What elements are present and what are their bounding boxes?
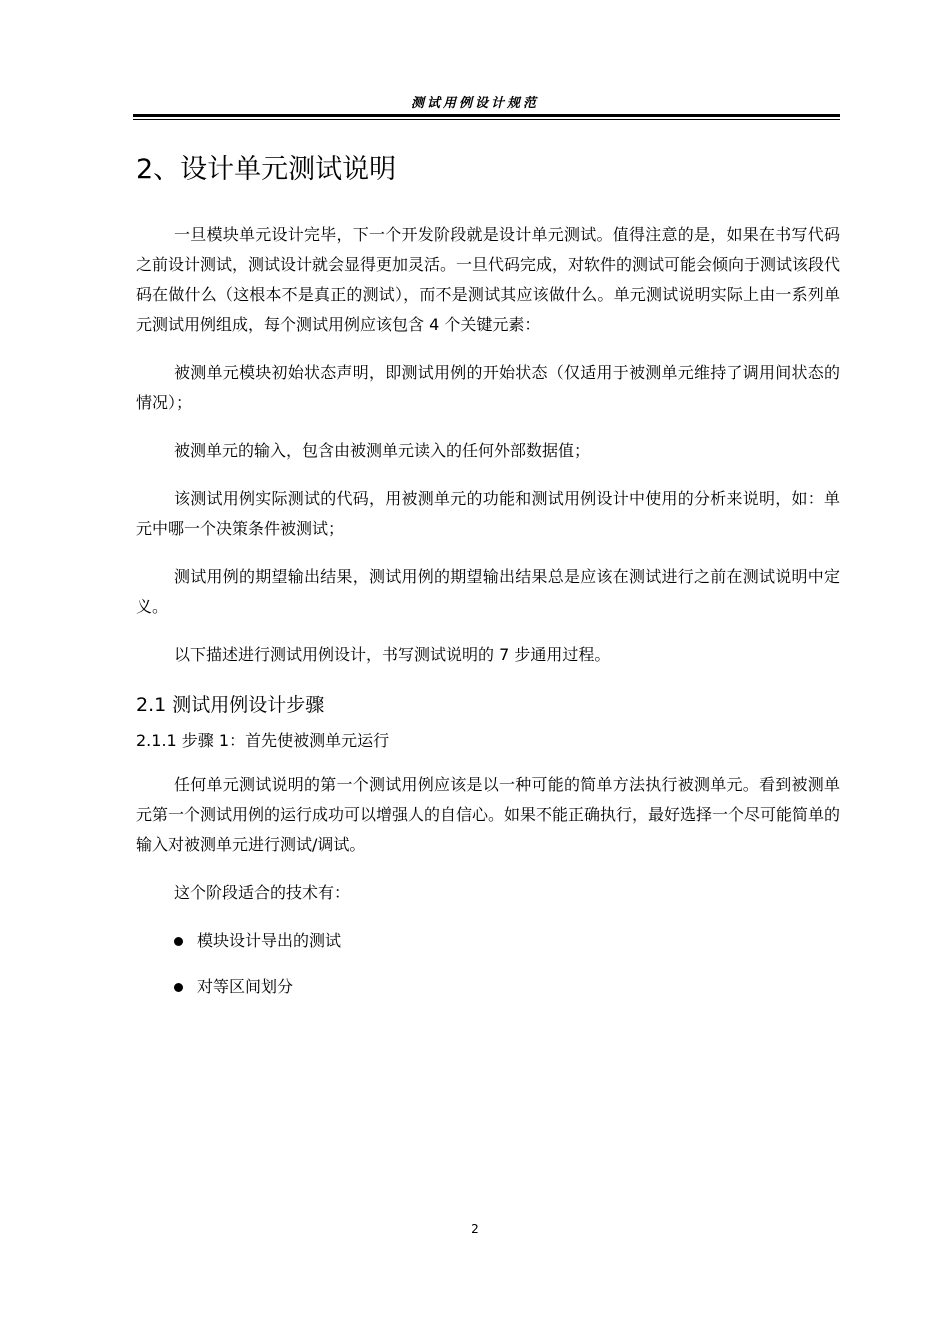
section-title: 2、设计单元测试说明 — [136, 154, 397, 185]
page-number: 2 — [471, 1222, 479, 1236]
bullet-icon — [174, 937, 183, 946]
subsubsection-title: 2.1.1 步骤 1：首先使被测单元运行 — [136, 731, 390, 750]
paragraph: 这个阶段适合的技术有： — [174, 883, 351, 902]
list-item — [136, 926, 840, 956]
paragraph: 被测单元模块初始状态声明，即测试用例的开始状态（仅适用于被测单元维持了调用间状态的情况）； — [136, 363, 840, 412]
header-rule — [133, 114, 840, 117]
list-item-text: 对等区间划分 — [197, 977, 294, 996]
paragraph: 一旦模块单元设计完毕，下一个开发阶段就是设计单元测试。值得注意的是，如果在书写代码之前设计测试，测试设计就会显得更加灵活。一旦代码完成，对软件的测试可能会倾向于测试该段代码在做什么（这根本不是真正的测试），而不是测试其应该做什么。单元测试说明实际上由一系列单元测试用例组成，每个测试用例应该包含 4 个关键元素： — [136, 225, 841, 334]
paragraph: 被测单元的输入，包含由被测单元读入的任何外部数据值； — [174, 441, 591, 460]
paragraph: 测试用例的期望输出结果，测试用例的期望输出结果总是应该在测试进行之前在测试说明中定义。 — [136, 567, 840, 616]
paragraph: 以下描述进行测试用例设计，书写测试说明的 7 步通用过程。 — [174, 645, 611, 664]
list-item — [136, 972, 840, 1002]
list-item-text: 模块设计导出的测试 — [197, 931, 342, 950]
bullet-icon — [174, 983, 183, 992]
document-body — [136, 148, 840, 1018]
header-rule-thin — [133, 119, 840, 120]
technique-list — [136, 926, 840, 1002]
page-header-title: 测试用例设计规范 — [410, 96, 539, 111]
subsection-title: 2.1 测试用例设计步骤 — [136, 694, 325, 716]
paragraph: 该测试用例实际测试的代码，用被测单元的功能和测试用例设计中使用的分析来说明，如：单元中哪一个决策条件被测试； — [136, 489, 840, 538]
paragraph: 任何单元测试说明的第一个测试用例应该是以一种可能的简单方法执行被测单元。看到被测单元第一个测试用例的运行成功可以增强人的自信心。如果不能正确执行，最好选择一个尽可能简单的输入对被测单元进行测试/调试。 — [136, 775, 841, 854]
